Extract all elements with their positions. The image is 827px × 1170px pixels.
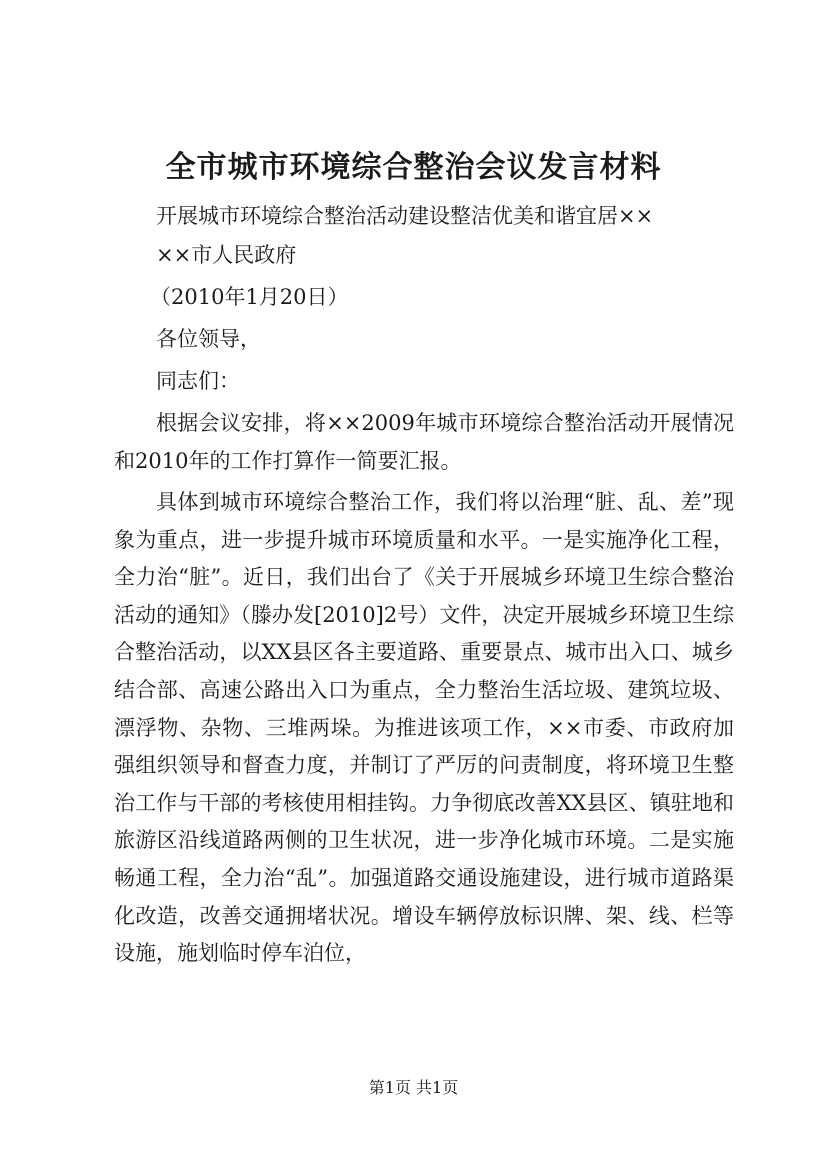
document-subtitle: 开展城市环境综合整治活动建设整洁优美和谐宜居××: [156, 204, 654, 228]
issuer-line: ××市人民政府: [156, 243, 297, 267]
document-title: 全市城市环境综合整治会议发言材料: [165, 150, 662, 185]
paragraph-report-intro: 根据会议安排，将××2009年城市环境综合整治活动开展情况和2010年的工作打算作一简要汇报。: [114, 411, 734, 473]
date-line: （2010年1月20日）: [150, 285, 349, 309]
paragraph-remediation-work: 具体到城市环境综合整治工作，我们将以治理“脏、乱、差”现象为重点，进一步提升城市环境质量和水平。一是实施净化工程，全力治“脏”。近日，我们出台了《关于开展城乡环境卫生综合整治活动的通知》（滕办发[2010]2号）文件，决定开展城乡环境卫生综合整治活动，以XX县区各主要道路、重要景点、城市出入口、城乡结合部、高速公路出入口为重点，全力整治生活垃圾、建筑垃圾、漂浮物、杂物、三堆两垛。为推进该项工作，××市委、市政府加强组织领导和督查力度，并制订了严厉的问责制度，将环境卫生整治工作与干部的考核使用相挂钩。力争彻底改善XX县区、镇驻地和旅游区沿线道路两侧的卫生状况，进一步净化城市环境。二是实施畅通工程，全力治“乱”。加强道路交通设施建设，进行城市道路渠化改造，改善交通拥堵状况。增设车辆停放标识牌、架、线、栏等设施，施划临时停车泊位，: [114, 490, 734, 966]
page-footer: 第1页 共1页: [368, 1078, 459, 1097]
salutation-comrades: 同志们：: [156, 369, 240, 393]
salutation-leaders: 各位领导，: [156, 327, 261, 351]
